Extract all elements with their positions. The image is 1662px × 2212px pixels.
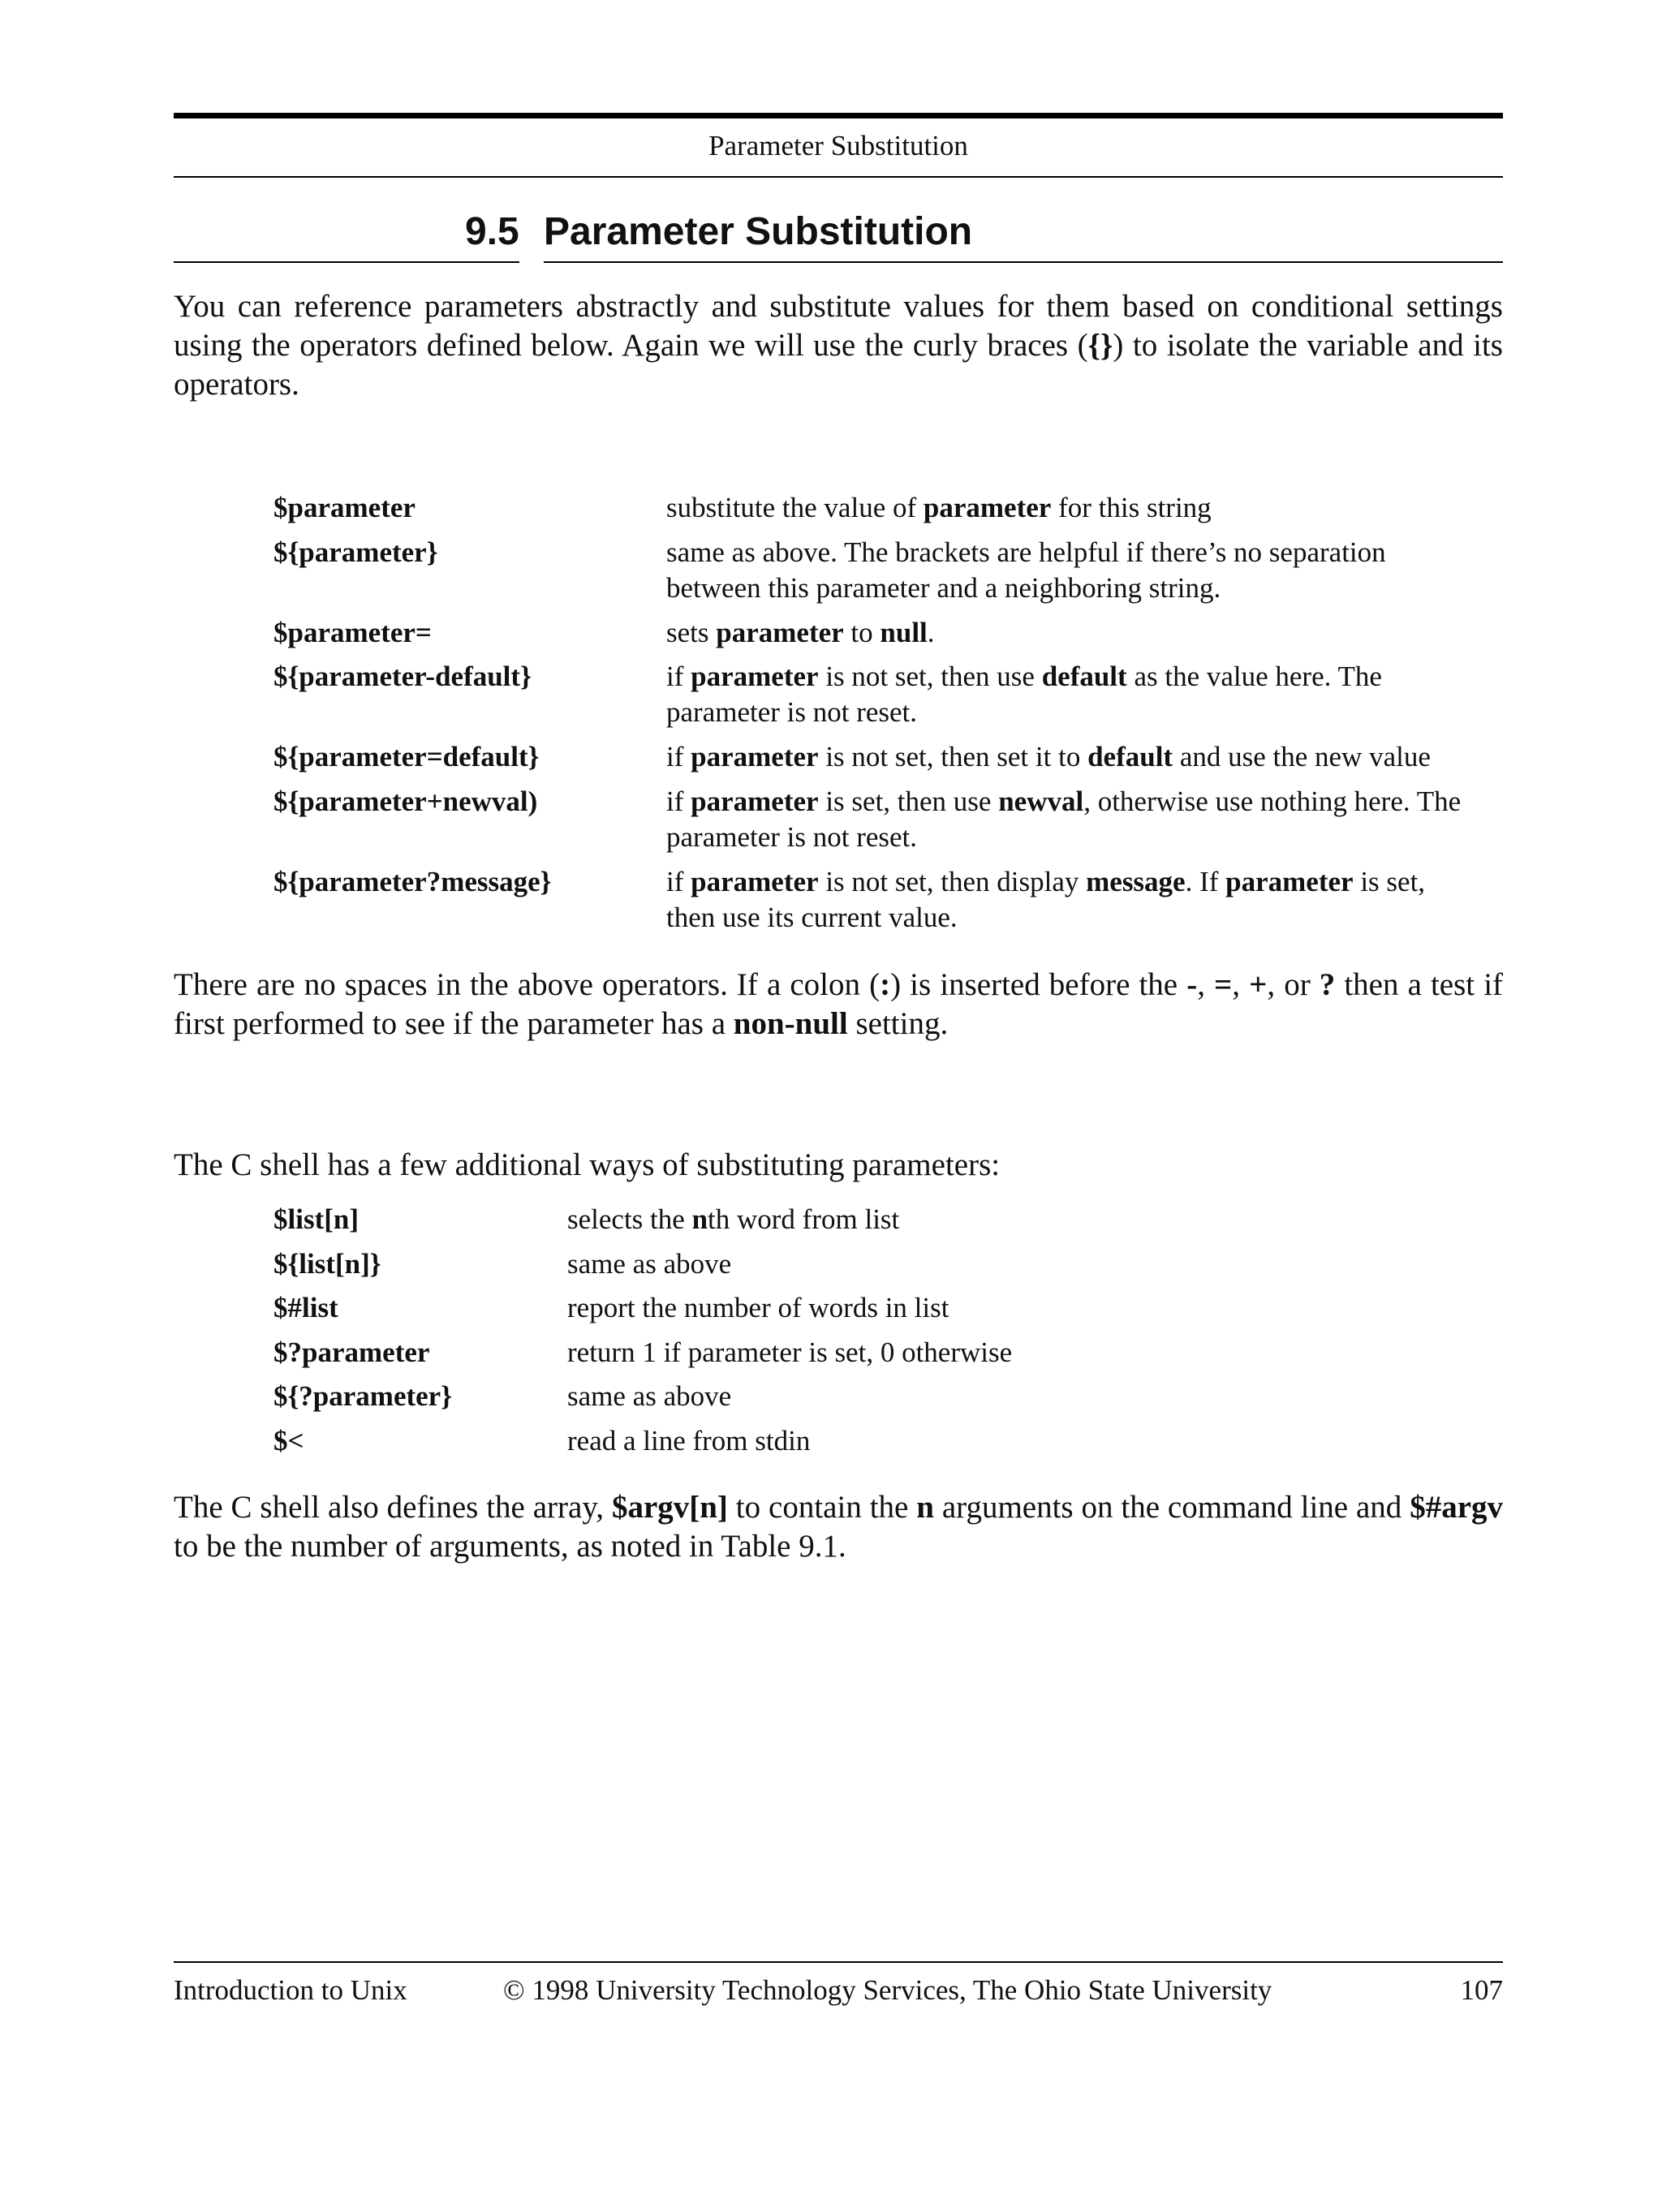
operator-desc: same as above. The brackets are helpful if there’s no separation between this parameter and a neighboring string. [666,536,1386,604]
operator-term: ${parameter=default} [273,741,540,772]
cshell-term: ${list[n]} [273,1248,381,1280]
cshell-term: $list[n] [273,1203,359,1235]
operator-term: ${parameter+newval) [273,785,538,817]
cshell-term: $#list [273,1292,338,1323]
operator-term: ${parameter-default} [273,661,532,692]
cshell-term: $< [273,1425,304,1457]
cshell-desc: same as above [567,1380,732,1412]
operator-desc: sets parameter to null. [666,617,935,648]
footer-copyright: © 1998 University Technology Services, The Ohio State University [503,1974,1272,2006]
cshell-term: ${?parameter} [273,1380,452,1412]
section-title: Parameter Substitution [544,210,973,253]
header-rule-top [174,113,1503,118]
cshell-desc: same as above [567,1248,732,1280]
cshell-desc: report the number of words in list [567,1292,949,1323]
operator-term: $parameter= [273,617,432,648]
operator-desc: if parameter is not set, then use default as the value here. The parameter is not reset. [666,661,1382,728]
running-head: Parameter Substitution [708,130,968,161]
section-rule-left [174,261,519,263]
operator-desc: if parameter is not set, then display message. If parameter is set, then use its current value. [666,866,1426,933]
section-rule-right [544,261,1503,263]
operator-term: ${parameter?message} [273,866,552,897]
note-paragraph: There are no spaces in the above operators. If a colon (:) is inserted before the -, =, +, or ? then a test if first performed to see if the parameter has a non-null setting. [174,967,1504,1041]
cshell-desc: selects the nth word from list [567,1203,900,1235]
section-number: 9.5 [465,210,519,253]
closing-paragraph: The C shell also defines the array, $argv[n] to contain the n arguments on the command line and $#argv to be the number of arguments, as noted in Table 9.1. [174,1490,1503,1564]
footer-rule [174,1961,1503,1963]
page-number: 107 [1460,1974,1503,2006]
header-rule-bottom [174,176,1503,178]
operator-term: $parameter [273,492,416,523]
cshell-desc: return 1 if parameter is set, 0 otherwise [567,1336,1013,1368]
cshell-desc: read a line from stdin [567,1425,811,1457]
cshell-intro: The C shell has a few additional ways of substituting parameters: [174,1147,1001,1182]
operator-desc: substitute the value of parameter for this string [666,492,1212,523]
operator-term: ${parameter} [273,536,438,568]
operator-desc: if parameter is set, then use newval, otherwise use nothing here. The parameter is not reset. [666,785,1462,853]
footer-book-title: Introduction to Unix [174,1974,407,2006]
operator-desc: if parameter is not set, then set it to default and use the new value [666,741,1431,772]
cshell-term: $?parameter [273,1336,430,1368]
intro-paragraph: You can reference parameters abstractly and substitute values for them based on conditional settings using the operators defined below. Again we will use the curly braces ({}) to isolate the variable and its operators. [174,289,1503,402]
